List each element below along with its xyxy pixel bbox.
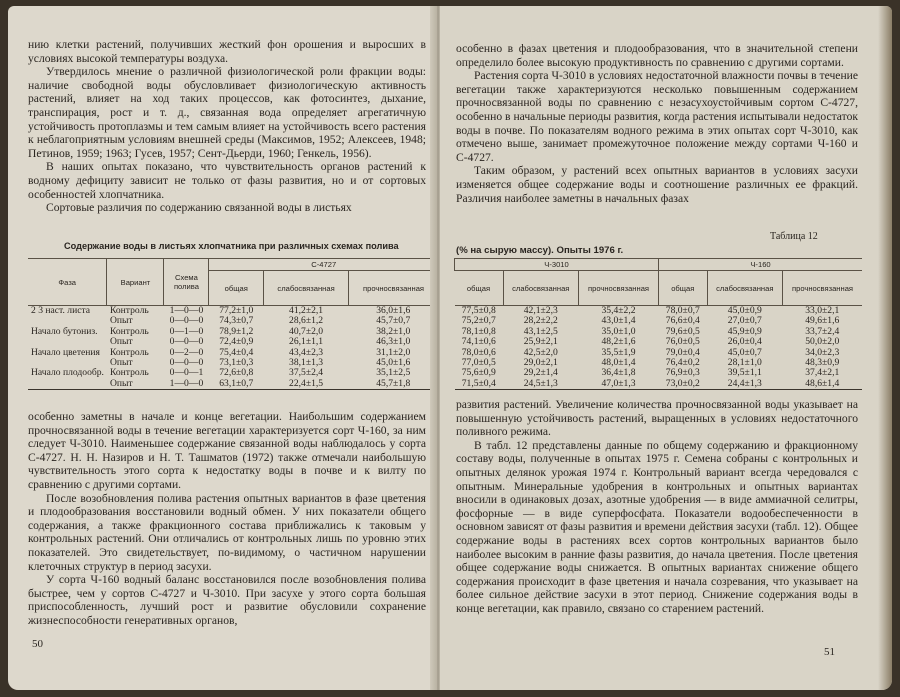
table-cell: 40,7±2,0: [289, 325, 324, 337]
table-cell: Опыт: [109, 315, 133, 327]
table-cell: 28,2±2,2: [523, 315, 558, 327]
table-cell: Контроль: [109, 367, 149, 379]
table-cell: 35,4±2,2: [601, 305, 636, 316]
col-header-weak: слабосвязанная: [264, 271, 349, 306]
left-text-bottom: [28, 410, 426, 628]
table-cell: 45,7±1,8: [349, 379, 438, 390]
table-cell: 33,7±2,4: [805, 325, 840, 337]
table-cell: 63,1±0,7: [209, 379, 264, 390]
paragraph: Сортовые различия по содержанию связанной воды в листьях: [46, 201, 352, 215]
table-row: [455, 379, 863, 390]
paragraph: В наших опытах показано, что чувствительность органов растений к водному дефициту зависит не только от фазы развития, но и от сортовых особенностей хлопчатника.: [28, 160, 426, 201]
table-cell: 38,2±1,0: [376, 325, 411, 337]
table-cell: 0—0—0: [169, 357, 204, 369]
table-cell: 49,6±1,6: [805, 315, 840, 327]
table-cell: 45,0±0,7: [727, 346, 762, 358]
col-header-variety-a: Ч-3010: [455, 259, 659, 271]
left-text-top: [28, 38, 426, 215]
paragraph: особенно в фазах цветения и плодообразования, что в значительной степени определило более высокую продуктивность по сравнению с другими сортами.: [456, 42, 858, 69]
table-cell: 0—1—0: [169, 325, 204, 337]
col-header-variant: Вариант: [107, 259, 164, 306]
table-cell: 73,0±0,2: [659, 379, 708, 390]
table-label: Таблица 12: [770, 231, 818, 242]
table-cell: 1—0—0: [169, 305, 204, 316]
paragraph: развития растений. Увеличение количества прочносвязанной воды указывает на повышенную устойчивость растений, выращенных в условиях недостаточного поливного режима.: [456, 398, 858, 439]
table-cell: 74,3±0,7: [219, 315, 254, 327]
table-cell: 43,1±2,5: [523, 325, 558, 337]
table-cell: 2 3 наст. листа: [31, 305, 91, 316]
table-row: [455, 348, 863, 358]
table-cell: 0—0—1: [169, 367, 204, 379]
table-cell: 50,0±2,0: [805, 336, 840, 348]
table-cell: Контроль: [109, 305, 149, 316]
table-cell: 24,4±1,3: [707, 379, 782, 390]
table-cell: 46,3±1,0: [376, 336, 411, 348]
right-data-table: [454, 258, 862, 390]
table-cell: 36,0±1,6: [376, 305, 411, 316]
table-cell: 25,9±2,1: [523, 336, 558, 348]
page-number: 51: [824, 646, 835, 658]
table-cell: 45,0±1,6: [376, 357, 411, 369]
table-cell: 75,2±0,7: [461, 315, 496, 327]
table-cell: Начало бутониз.: [31, 325, 98, 337]
table-cell: 75,4±0,4: [219, 346, 254, 358]
table-cell: 79,6±0,5: [665, 325, 700, 337]
table-cell: 34,0±2,3: [805, 346, 840, 358]
table-cell: Начало цветения: [31, 346, 100, 358]
table-cell: 78,1±0,8: [461, 325, 496, 337]
table-cell: 22,4±1,5: [264, 379, 349, 390]
table-title: Содержание воды в листьях хлопчатника при различных схемах полива: [64, 241, 399, 251]
left-table-body: [28, 306, 438, 390]
table-cell: 76,6±0,4: [665, 315, 700, 327]
col-header-phase: Фаза: [28, 259, 107, 306]
table-cell: Контроль: [109, 346, 149, 358]
paragraph: Растения сорта Ч-3010 в условиях недостаточной влажности почвы в течение вегетации также характеризуются несколько повышенным содержанием прочносвязанной воды по сравнению с незасухоустойчивым сортом С-4727, особенно в начальные периоды развития, когда растения испытывали недостаток воды в почве. По показателям водного режима в этих опытах сорт Ч-3010, как отмечено выше, занимает промежуточное положение между сортами Ч-160 и С-4727.: [456, 69, 858, 164]
col-header-strong: прочносвязанная: [349, 271, 438, 306]
table-cell: 48,0±1,4: [601, 357, 636, 369]
right-text-bottom: [456, 398, 858, 616]
table-cell: 28,1±1,0: [727, 357, 762, 369]
table-cell: Опыт: [109, 357, 133, 369]
table-cell: 26,1±1,1: [289, 336, 324, 348]
col-header-variety: С-4727: [209, 259, 438, 271]
table-cell: 29,2±1,4: [523, 367, 558, 379]
table-row: [455, 368, 863, 378]
table-cell: 76,0±0,5: [665, 336, 700, 348]
table-cell: 72,4±0,9: [219, 336, 254, 348]
right-text-top: [456, 42, 858, 205]
page-edge: [878, 6, 892, 690]
table-cell: 73,1±0,3: [219, 357, 254, 369]
table-cell: 28,6±1,2: [289, 315, 324, 327]
table-cell: 38,1±1,3: [289, 357, 324, 369]
table-cell: 45,9±0,9: [727, 325, 762, 337]
table-cell: 41,2±2,1: [289, 305, 324, 316]
table-cell: Контроль: [109, 325, 149, 337]
table-cell: Опыт: [109, 336, 133, 348]
paragraph: Таким образом, у растений всех опытных вариантов в условиях засухи изменяется общее содержание воды и соотношение различных ее фракций. Различия наиболее заметны в начальных фазах: [456, 164, 858, 205]
table-cell: 48,2±1,6: [601, 336, 636, 348]
table-cell: 42,1±2,3: [523, 305, 558, 316]
table-cell: Начало плодообр.: [31, 367, 104, 379]
paragraph: В табл. 12 представлены данные по общему содержанию и фракционному составу воды, полученные в опытах 1975 г. Семена собраны с контрольных и опытных делянок урожая 1974 г. Контрольный вариант всегда чередовался с опытным. Минеральные удобрения в контрольных и опытных вариантах вносили в одинаковых дозах, азотные удобрения — в виде аммиачной селитры, фосфорные — в виде суперфосфата. Показатели водообеспеченности в основном зависят от фазы развития и времени действия засухи (табл. 12). Общее содержание воды в растениях всех сортов контрольных вариантов было наиболее высоким в ранние фазы развития, до начала цветения. После цветения общее содержание воды снижается. В опытных вариантах снижение общего содержания происходит в фазе цветения и начала созревания, что указывает на более сильное действие засухи в этот период. Снижение содержания воды в конце вегетации, как правило, связано со старением растений.: [456, 438, 858, 615]
right-page: [440, 6, 892, 690]
col-header-weak: слабосвязанная: [707, 271, 782, 306]
table-cell: 26,0±0,4: [727, 336, 762, 348]
table-cell: 78,0±0,7: [665, 305, 700, 316]
table-cell: 47,0±1,3: [579, 379, 659, 390]
table-cell: 1—0—0: [164, 379, 209, 390]
paragraph: нию клетки растений, получивших жесткий фон орошения и выросших в условиях высокой температуры воздуха.: [28, 38, 426, 65]
table-cell: 76,9±0,3: [665, 367, 700, 379]
table-row: [455, 306, 863, 317]
table-cell: 74,1±0,6: [461, 336, 496, 348]
table-row: [455, 327, 863, 337]
table-cell: 78,0±0,6: [461, 346, 496, 358]
paragraph: После возобновления полива растения опытных вариантов в фазе цветения и плодообразования восстановили водный обмен. У них показатели общего содержания, а также фракционного состава приближались к таковым у контрольных растений. Они отличались от контрольных лишь по уровню этих показателей. Это свидетельствует, по-видимому, о частичном нарушении клеточных структур в период засухи.: [28, 491, 426, 573]
paragraph: особенно заметны в начале и конце вегетации. Наибольшим содержанием прочносвязанной воды в течение вегетации характеризуется сорт Ч-160, за ним следует Ч-3010. Наименьшее содержание связанной воды наблюдалось у сорта С-4727. Н. Н. Назиров и Н. Т. Ташматов (1972) также отмечали наибольшую чувствительность этого сорта к недостатку воды в почве и к вилту по сравнению с другими сортами.: [28, 410, 426, 491]
table-cell: 0—2—0: [169, 346, 204, 358]
table-cell: 71,5±0,4: [455, 379, 504, 390]
col-header-total: общая: [455, 271, 504, 306]
table-cell: 0—0—0: [169, 315, 204, 327]
table-cell: 45,7±0,7: [376, 315, 411, 327]
table-cell: 33,0±2,1: [805, 305, 840, 316]
col-header-weak: слабосвязанная: [503, 271, 578, 306]
table-cell: 35,5±1,9: [601, 346, 636, 358]
table-cell: 36,4±1,8: [601, 367, 636, 379]
table-title: (% на сырую массу). Опыты 1976 г.: [456, 245, 624, 256]
paragraph: Утвердилось мнение о различной физиологической роли фракции воды: наличие свободной воды обусловливает физиологическую активность растений, влияет на ход таких процессов, как фотосинтез, дыхание, транспирация, рост и т. д., связанная вода определяет агрегатичную устойчивость протоплазмы и тем самым влияет на устойчивость всего растения к неблагоприятным условиям внешней среды (Максимов, 1952; Алексеев, 1948; Петинов, 1959; 1963; Гусев, 1957; Сент-Дьерди, 1960; Генкель, 1956).: [28, 65, 426, 160]
paragraph: У сорта Ч-160 водный баланс восстановился после возобновления полива быстрее, чем у сортов С-4727 и Ч-3010. При засухе у этого сорта большая приспособленность, лучший рост и развитие обусловили сохранение жизнеспособности генеративных органов,: [28, 573, 426, 627]
table-cell: 75,6±0,9: [461, 367, 496, 379]
table-cell: 37,5±2,4: [289, 367, 324, 379]
table-cell: 77,2±1,0: [219, 305, 254, 316]
table-cell: 45,0±0,9: [727, 305, 762, 316]
col-header-total: общая: [209, 271, 264, 306]
table-cell: 48,3±0,9: [805, 357, 840, 369]
left-data-table: [28, 258, 438, 390]
table-row: [455, 337, 863, 347]
table-cell: 37,4±2,1: [805, 367, 840, 379]
table-cell: [28, 379, 107, 390]
table-cell: 79,0±0,4: [665, 346, 700, 358]
col-header-scheme: Схема полива: [164, 259, 209, 306]
table-cell: 43,0±1,4: [601, 315, 636, 327]
col-header-strong: прочносвязанная: [579, 271, 659, 306]
col-header-variety-b: Ч-160: [659, 259, 862, 271]
right-table-body: [455, 306, 863, 390]
table-row: [28, 379, 438, 390]
table-row: [455, 358, 863, 368]
table-cell: 76,4±0,2: [665, 357, 700, 369]
table-cell: 27,0±0,7: [727, 315, 762, 327]
table-cell: 35,1±2,5: [376, 367, 411, 379]
table-cell: Опыт: [107, 379, 164, 390]
table-cell: 42,5±2,0: [523, 346, 558, 358]
table-cell: 29,0±2,1: [523, 357, 558, 369]
col-header-strong: прочносвязанная: [783, 271, 862, 306]
page-number: 50: [32, 638, 43, 650]
table-row: [455, 316, 863, 326]
table-cell: 48,6±1,4: [783, 379, 862, 390]
table-cell: 43,4±2,3: [289, 346, 324, 358]
table-cell: 77,5±0,8: [461, 305, 496, 316]
table-cell: 0—0—0: [169, 336, 204, 348]
table-cell: 35,0±1,0: [601, 325, 636, 337]
table-cell: 78,9±1,2: [219, 325, 254, 337]
col-header-total: общая: [659, 271, 708, 306]
table-cell: 24,5±1,3: [503, 379, 578, 390]
table-cell: 39,5±1,1: [727, 367, 762, 379]
table-cell: 72,6±0,8: [219, 367, 254, 379]
table-cell: 31,1±2,0: [376, 346, 411, 358]
table-cell: 77,0±0,5: [461, 357, 496, 369]
left-page: [8, 6, 438, 690]
